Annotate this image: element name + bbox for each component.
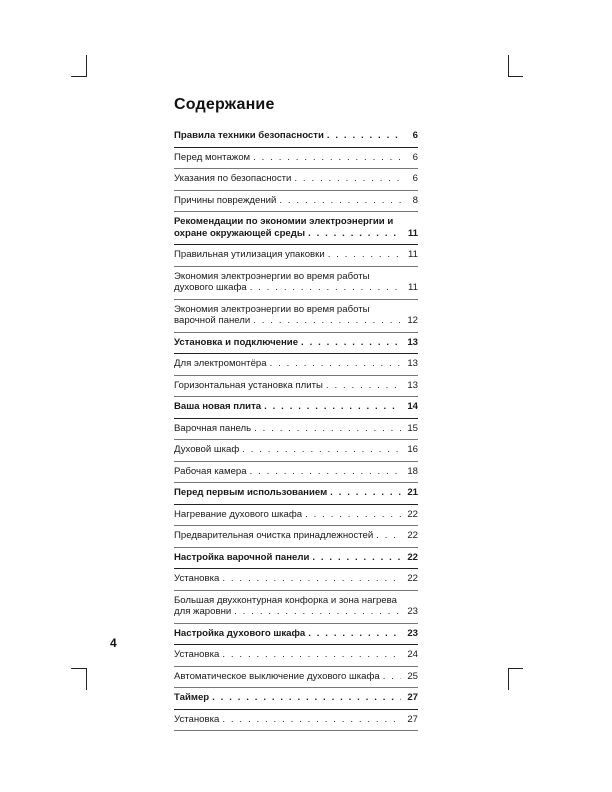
- toc-entry[interactable]: [174, 440, 418, 462]
- toc-entry[interactable]: [174, 624, 418, 646]
- toc-entry[interactable]: [174, 397, 418, 419]
- table-of-contents: [174, 126, 418, 731]
- toc-leader-dots: [254, 423, 401, 435]
- toc-entry[interactable]: [174, 710, 418, 732]
- toc-entry-page: 15: [407, 422, 418, 434]
- toc-entry[interactable]: [174, 462, 418, 484]
- crop-mark-bottom-left-vertical: [86, 668, 87, 690]
- toc-entry-title: Установка: [174, 713, 220, 725]
- toc-leader-dots: [234, 606, 401, 618]
- toc-entry-page: 27: [407, 713, 418, 725]
- toc-leader-dots: [308, 228, 401, 240]
- toc-entry[interactable]: [174, 191, 418, 213]
- toc-entry[interactable]: [174, 354, 418, 376]
- toc-entry[interactable]: [174, 376, 418, 398]
- toc-entry-title: Варочная панель: [174, 422, 252, 434]
- toc-entry-page: 13: [407, 358, 418, 369]
- page-title: Содержание: [174, 96, 275, 113]
- toc-entry[interactable]: [174, 526, 418, 548]
- toc-entry-page: 6: [412, 173, 418, 184]
- toc-entry-title: Установка и подключение: [174, 336, 299, 348]
- toc-leader-dots: [330, 487, 401, 499]
- toc-entry-page: 23: [407, 627, 418, 639]
- toc-entry-page: 6: [412, 130, 418, 141]
- crop-mark-top-right-horizontal: [508, 76, 523, 77]
- toc-entry[interactable]: [174, 569, 418, 591]
- toc-entry-title: для жаровни: [174, 606, 232, 617]
- toc-leader-dots: [250, 282, 401, 294]
- crop-mark-bottom-left-horizontal: [71, 668, 86, 669]
- toc-leader-dots: [279, 195, 401, 207]
- toc-entry-page: 13: [407, 379, 418, 391]
- toc-entry[interactable]: [174, 169, 418, 191]
- toc-entry-page: 6: [412, 151, 418, 163]
- toc-leader-dots: [264, 401, 401, 413]
- toc-entry-title: Указания по безопасности: [174, 173, 292, 184]
- toc-entry-title: Духовой шкаф: [174, 444, 240, 455]
- toc-entry-title: Настройка духового шкафа: [174, 627, 306, 639]
- toc-entry-page: 12: [407, 315, 418, 326]
- toc-entry[interactable]: [174, 333, 418, 355]
- toc-leader-dots: [253, 315, 401, 327]
- toc-leader-dots: [301, 337, 401, 349]
- page-number: 4: [110, 636, 117, 650]
- toc-entry-title: Настройка варочной панели: [174, 551, 310, 563]
- toc-entry-page: 25: [407, 670, 418, 682]
- toc-entry-page: 22: [407, 508, 418, 520]
- toc-entry[interactable]: [174, 245, 418, 267]
- toc-entry-page: 22: [407, 530, 418, 541]
- toc-entry[interactable]: [174, 267, 418, 300]
- toc-entry-title: охране окружающей среды: [174, 227, 306, 239]
- toc-leader-dots: [383, 671, 401, 683]
- toc-leader-dots: [327, 130, 401, 142]
- toc-entry-page: 11: [408, 249, 418, 260]
- toc-entry-page: 27: [407, 692, 418, 703]
- toc-entry-page: 11: [408, 282, 418, 293]
- toc-leader-dots: [294, 173, 401, 185]
- toc-leader-dots: [312, 552, 401, 564]
- toc-leader-dots: [305, 509, 401, 521]
- toc-entry-first-line: Экономия электроэнергии во время работы: [174, 303, 370, 315]
- toc-entry-first-line: Рекомендации по экономии электроэнергии и: [174, 216, 394, 227]
- toc-entry-title: Установка: [174, 573, 220, 584]
- toc-entry[interactable]: [174, 591, 418, 624]
- toc-entry[interactable]: [174, 126, 418, 148]
- toc-entry-page: 11: [407, 227, 418, 239]
- toc-entry-page: 23: [407, 606, 418, 617]
- toc-leader-dots: [308, 628, 401, 640]
- toc-entry-title: Предварительная очистка принадлежностей: [174, 530, 374, 541]
- toc-entry[interactable]: [174, 212, 418, 245]
- toc-entry-page: 13: [407, 336, 418, 348]
- toc-leader-dots: [222, 573, 401, 585]
- toc-entry-page: 16: [407, 444, 418, 455]
- toc-entry-title: Перед первым использованием: [174, 487, 328, 498]
- toc-entry-page: 8: [412, 194, 418, 206]
- toc-leader-dots: [270, 358, 401, 370]
- toc-entry-page: 21: [407, 487, 418, 498]
- toc-entry-first-line: Большая двухконтурная конфорка и зона нагрева: [174, 594, 397, 606]
- toc-entry-title: Таймер: [174, 692, 210, 703]
- toc-entry-title: Правила техники безопасности: [174, 130, 324, 141]
- toc-leader-dots: [222, 649, 401, 661]
- toc-entry-title: духового шкафа: [174, 282, 247, 293]
- toc-entry-title: Для электромонтёра: [174, 358, 267, 369]
- toc-entry[interactable]: [174, 688, 418, 710]
- toc-entry-title: Горизонтальная установка плиты: [174, 379, 323, 391]
- toc-entry-title: Перед монтажом: [174, 151, 251, 163]
- toc-entry[interactable]: [174, 505, 418, 527]
- toc-entry[interactable]: [174, 148, 418, 170]
- crop-mark-bottom-right-horizontal: [508, 668, 523, 669]
- toc-leader-dots: [376, 530, 401, 542]
- toc-leader-dots: [328, 249, 401, 261]
- toc-entry-title: Нагревание духового шкафа: [174, 508, 303, 520]
- crop-mark-top-left-vertical: [86, 55, 87, 77]
- toc-leader-dots: [253, 152, 401, 164]
- toc-entry[interactable]: [174, 419, 418, 441]
- toc-leader-dots: [212, 692, 401, 704]
- toc-entry-title: Правильная утилизация упаковки: [174, 249, 325, 260]
- toc-entry[interactable]: [174, 667, 418, 689]
- toc-entry-title: Автоматическое выключение духового шкафа: [174, 670, 380, 682]
- toc-entry-page: 24: [407, 649, 418, 660]
- toc-leader-dots: [326, 380, 401, 392]
- toc-leader-dots: [222, 714, 401, 726]
- toc-entry[interactable]: [174, 548, 418, 570]
- toc-entry-page: 18: [407, 465, 418, 477]
- crop-mark-bottom-right-vertical: [508, 668, 509, 690]
- toc-leader-dots: [242, 444, 401, 456]
- toc-entry-page: 22: [407, 573, 418, 584]
- toc-entry[interactable]: [174, 483, 418, 505]
- toc-entry[interactable]: [174, 645, 418, 667]
- toc-entry-page: 22: [407, 551, 418, 563]
- toc-leader-dots: [250, 466, 401, 478]
- toc-entry-page: 14: [407, 401, 418, 412]
- toc-entry-title: Ваша новая плита: [174, 401, 262, 412]
- toc-entry-title: Установка: [174, 649, 220, 660]
- toc-entry-title: Рабочая камера: [174, 465, 247, 477]
- crop-mark-top-right-vertical: [508, 55, 509, 77]
- toc-entry-title: Причины повреждений: [174, 194, 277, 206]
- crop-mark-top-left-horizontal: [71, 76, 86, 77]
- toc-entry[interactable]: [174, 300, 418, 333]
- toc-entry-first-line: Экономия электроэнергии во время работы: [174, 270, 370, 282]
- toc-entry-title: варочной панели: [174, 315, 251, 326]
